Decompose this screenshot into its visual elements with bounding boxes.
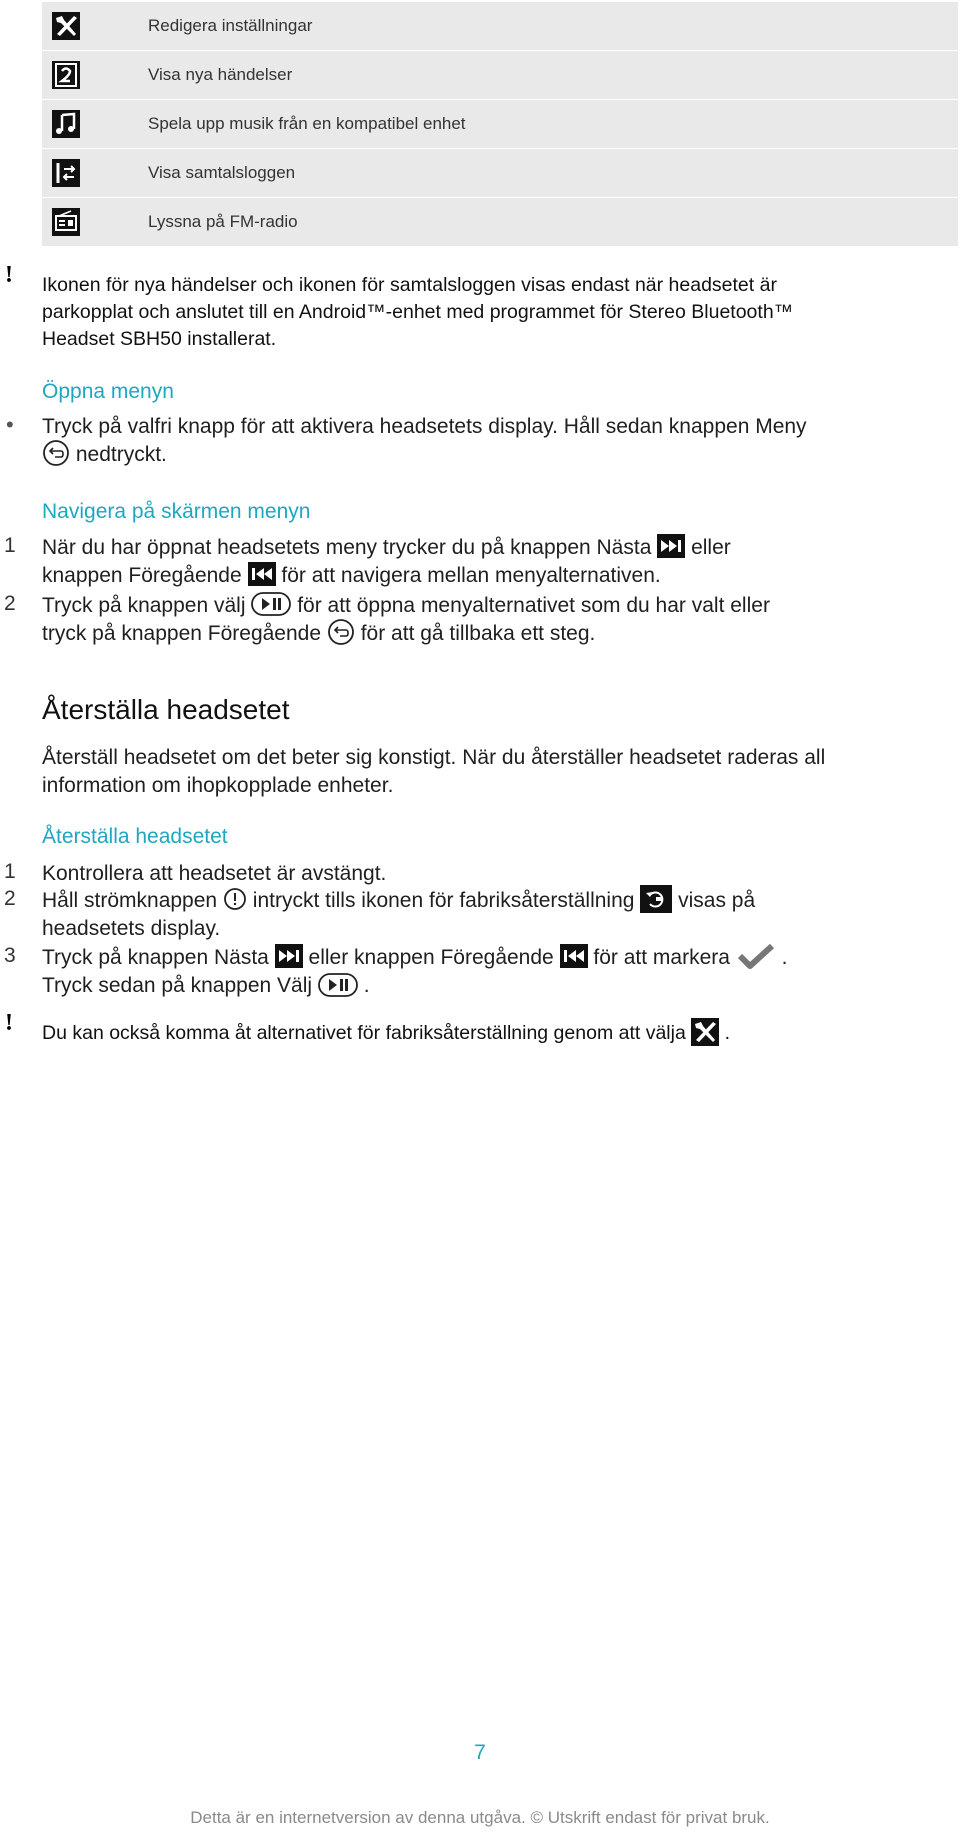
text-fragment: Du kan också komma åt alternativet för fabriksåterställning genom att välja [42,1022,686,1045]
reset-intro [42,744,942,800]
play-pause-button-icon [318,973,358,997]
text-fragment: visas på [678,889,756,912]
text-fragment: När du har öppnat headsetets meny trycker du på knappen Nästa [42,536,652,559]
text-fragment: för att gå tillbaka ett steg. [360,622,596,645]
text-line [42,620,942,648]
text-line [42,944,942,972]
text-fragment: . [363,974,370,998]
text-line: Tryck på valfri knapp för att aktivera headsetets display. Håll sedan knappen Meny [42,415,807,438]
step-number: 1 [4,860,16,883]
next-button-icon [657,534,685,558]
text-line [42,534,942,562]
note-line: Ikonen för nya händelser och ikonen för samtalsloggen visas endast när headsetet är [42,274,777,296]
row-label: Visa samtalsloggen [148,163,296,182]
music-note-icon [52,110,80,138]
text-line [42,887,942,915]
table-row [42,149,958,197]
text-line [42,972,942,1000]
call-log-icon [52,159,80,187]
navigate-step-1 [42,534,942,590]
wrench-screwdriver-icon [52,12,80,40]
text-fragment: Tryck sedan på knappen Välj [42,974,313,998]
table-row [42,100,958,148]
table-row [42,51,958,99]
text-line: information om ihopkopplade enheter. [42,774,394,797]
reset-step-2 [42,887,942,943]
page-number: 7 [474,1741,486,1764]
text-fragment: . [781,946,788,969]
step-number: 2 [4,592,16,615]
footer-text: Detta är en internetversion av denna utgåva. © Utskrift endast för privat bruk. [190,1808,770,1827]
reset-subheading: Återställa headsetet [42,825,228,848]
row-label: Redigera inställningar [148,16,313,35]
play-pause-button-icon [251,592,291,616]
row-label: Spela upp musik från en kompatibel enhet [148,114,466,133]
table-row [42,2,958,50]
open-menu-heading: Öppna menyn [42,380,174,403]
previous-button-icon [248,562,276,586]
note-line: parkopplat och anslutet till en Android™-enhet med programmet för Stereo Bluetooth™ [42,301,794,323]
checkmark-icon [736,942,776,970]
row-label: Visa nya händelser [148,65,293,84]
back-button-icon [327,618,355,646]
text-line [42,562,942,590]
text-fragment: Tryck på knappen välj [42,594,246,617]
text-fragment: Håll strömknappen [42,889,218,912]
text-fragment: . [724,1022,731,1045]
reset-step-1: Kontrollera att headsetet är avstängt. [42,862,387,885]
note-1 [42,272,793,353]
navigate-step-2 [42,592,942,648]
text-fragment: nedtryckt. [75,443,167,466]
wrench-screwdriver-icon [691,1018,719,1046]
text-line [42,441,942,469]
text-fragment: knappen Föregående [42,564,242,587]
new-events-icon [52,61,80,89]
text-fragment: intryckt tills ikonen för fabriksåterställning [252,889,635,912]
fm-radio-icon [52,208,80,236]
text-fragment: för att öppna menyalternativet som du har valt eller [297,594,770,617]
exclamation-icon: ! [5,1010,13,1036]
open-menu-text [42,413,942,469]
text-fragment: eller [691,536,731,559]
reset-step-3 [42,944,942,1000]
text-line: Återställ headsetet om det beter sig konstigt. När du återställer headsetet raderas all [42,746,826,769]
section-title: Återställa headsetet [42,694,290,725]
text-fragment: tryck på knappen Föregående [42,622,322,645]
step-number: 1 [4,534,16,557]
step-number: 2 [4,887,16,910]
next-button-icon [275,944,303,968]
note-line: Headset SBH50 installerat. [42,328,277,350]
exclamation-icon: ! [5,262,13,288]
text-fragment: Tryck på knappen Nästa [42,946,269,969]
power-button-icon [223,887,247,911]
text-fragment: eller knappen Föregående [308,946,554,969]
row-label: Lyssna på FM-radio [148,212,298,231]
text-fragment: för att navigera mellan menyalternativen. [281,564,661,587]
text-line: headsetets display. [42,917,221,941]
bullet-icon: • [6,412,14,437]
text-fragment: för att markera [593,946,730,969]
note-2 [42,1020,730,1048]
back-button-icon [42,439,70,467]
factory-reset-icon [640,885,672,913]
icon-table [42,2,958,247]
previous-button-icon [560,944,588,968]
table-row [42,198,958,246]
text-line [42,592,942,620]
step-number: 3 [4,944,16,967]
navigate-heading: Navigera på skärmen menyn [42,500,311,523]
